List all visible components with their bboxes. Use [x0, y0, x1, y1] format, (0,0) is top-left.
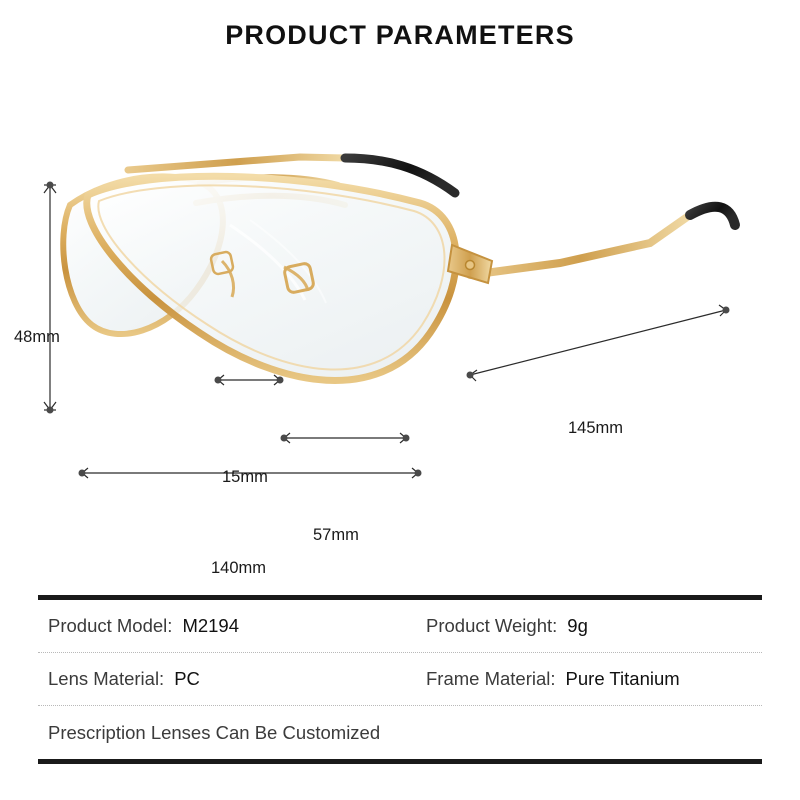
dimension-label-temple-length: 145mm: [568, 419, 624, 437]
dimension-label-frame-width: 140mm: [211, 559, 267, 577]
spec-key-frame-material: Frame Material:: [426, 668, 556, 689]
specs-table: [38, 595, 762, 764]
product-image-area: [0, 75, 800, 580]
lens-rim-near: [87, 176, 456, 380]
spec-row-model-weight: [38, 600, 762, 653]
dimension-label-lens-width: 57mm: [313, 526, 359, 544]
page-title: PRODUCT PARAMETERS: [225, 20, 575, 50]
spec-note-prescription: Prescription Lenses Can Be Customized: [48, 721, 381, 743]
spec-row-note: [38, 706, 762, 759]
spec-cell-product-weight: [426, 615, 762, 637]
spec-value-product-model: M2194: [182, 615, 240, 636]
spec-cell-product-model: [38, 615, 426, 637]
dimension-label-lens-height: 48mm: [14, 328, 60, 346]
spec-key-product-model: Product Model:: [48, 615, 173, 636]
spec-cell-lens-material: [38, 668, 426, 690]
dimension-label-bridge-width: 15mm: [222, 468, 268, 486]
specs-bottom-rule: [38, 759, 762, 764]
spec-cell-frame-material: [426, 668, 762, 690]
spec-value-product-weight: 9g: [567, 615, 588, 636]
spec-value-frame-material: Pure Titanium: [565, 668, 680, 689]
spec-value-lens-material: PC: [174, 668, 200, 689]
eyeglasses-illustration: [0, 75, 800, 580]
specs-rows: [38, 600, 762, 759]
spec-key-lens-material: Lens Material:: [48, 668, 165, 689]
spec-row-lens-frame-material: [38, 653, 762, 706]
spec-key-product-weight: Product Weight:: [426, 615, 558, 636]
temple-arm-near: [470, 207, 735, 275]
